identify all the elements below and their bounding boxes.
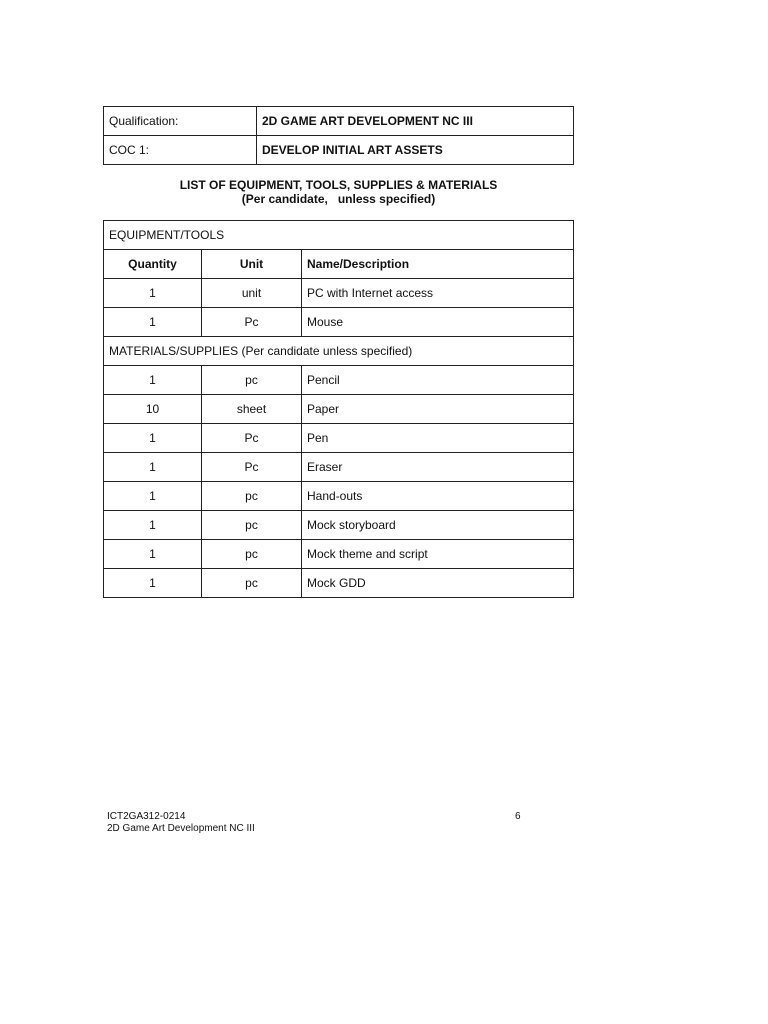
equipment-section-title: EQUIPMENT/TOOLS (104, 221, 574, 250)
footer-title: 2D Game Art Development NC III (107, 823, 255, 834)
table-row (104, 511, 574, 540)
table-row (104, 482, 574, 511)
quantity-cell: 1 (104, 540, 202, 569)
quantity-cell: 1 (104, 424, 202, 453)
coc-value: DEVELOP INITIAL ART ASSETS (257, 136, 574, 165)
table-row (104, 424, 574, 453)
quantity-cell: 1 (104, 308, 202, 337)
unit-cell: Pc (202, 424, 302, 453)
materials-section-title: MATERIALS/SUPPLIES (Per candidate unless specified) (104, 337, 574, 366)
name-description-header: Name/Description (302, 250, 574, 279)
quantity-cell: 1 (104, 366, 202, 395)
quantity-cell: 1 (104, 511, 202, 540)
column-header-row (104, 250, 574, 279)
name-cell: Mouse (302, 308, 574, 337)
quantity-cell: 1 (104, 453, 202, 482)
name-cell: Hand-outs (302, 482, 574, 511)
unit-cell: Pc (202, 453, 302, 482)
page-number: 6 (515, 811, 521, 822)
footer-code: ICT2GA312-0214 (107, 811, 186, 822)
unit-cell: pc (202, 569, 302, 598)
table-row (104, 366, 574, 395)
unit-cell: pc (202, 540, 302, 569)
quantity-cell: 1 (104, 569, 202, 598)
coc-label: COC 1: (104, 136, 257, 165)
qualification-value: 2D GAME ART DEVELOPMENT NC III (257, 107, 574, 136)
quantity-header: Quantity (104, 250, 202, 279)
unit-cell: pc (202, 511, 302, 540)
list-heading-subtitle: (Per candidate, unless specified) (241, 192, 436, 206)
name-cell: Pen (302, 424, 574, 453)
list-heading (103, 178, 574, 206)
unit-cell: Pc (202, 308, 302, 337)
table-row (104, 279, 574, 308)
materials-section-row (104, 337, 574, 366)
unit-cell: sheet (202, 395, 302, 424)
unit-header: Unit (202, 250, 302, 279)
name-cell: Mock GDD (302, 569, 574, 598)
list-heading-title: LIST OF EQUIPMENT, TOOLS, SUPPLIES & MATERIALS (179, 178, 498, 192)
name-cell: PC with Internet access (302, 279, 574, 308)
name-cell: Eraser (302, 453, 574, 482)
name-cell: Mock storyboard (302, 511, 574, 540)
page-footer (107, 811, 255, 835)
qualification-table (103, 106, 574, 165)
equipment-table (103, 220, 574, 598)
table-row (104, 453, 574, 482)
coc-row (104, 136, 574, 165)
unit-cell: pc (202, 366, 302, 395)
qualification-row (104, 107, 574, 136)
table-row (104, 395, 574, 424)
unit-cell: unit (202, 279, 302, 308)
table-row (104, 569, 574, 598)
table-row (104, 540, 574, 569)
qualification-label: Qualification: (104, 107, 257, 136)
name-cell: Mock theme and script (302, 540, 574, 569)
quantity-cell: 1 (104, 279, 202, 308)
name-cell: Pencil (302, 366, 574, 395)
quantity-cell: 10 (104, 395, 202, 424)
equipment-section-row (104, 221, 574, 250)
name-cell: Paper (302, 395, 574, 424)
unit-cell: pc (202, 482, 302, 511)
quantity-cell: 1 (104, 482, 202, 511)
table-row (104, 308, 574, 337)
